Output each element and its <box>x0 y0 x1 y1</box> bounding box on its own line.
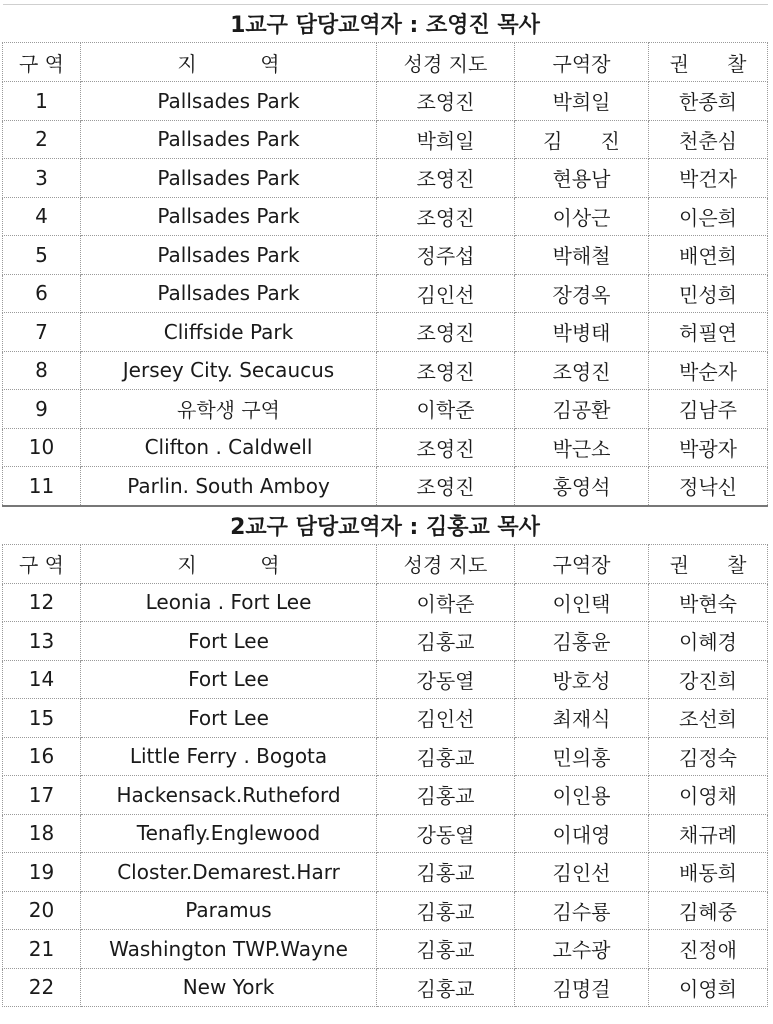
cell-district: 7 <box>3 313 81 352</box>
cell-district-leader: 홍영석 <box>515 467 649 506</box>
cell-district: 22 <box>3 968 81 1007</box>
cell-region: Fort Lee <box>81 699 377 738</box>
cell-exhorter: 김혜중 <box>649 891 768 930</box>
cell-region: Pallsades Park <box>81 159 377 198</box>
header-exhorter: 권 찰 <box>649 544 768 583</box>
cell-bible-study: 김인선 <box>377 699 515 738</box>
table-row <box>3 853 768 892</box>
cell-region: Fort Lee <box>81 660 377 699</box>
cell-bible-study: 김홍교 <box>377 968 515 1007</box>
cell-bible-study: 김홍교 <box>377 853 515 892</box>
cell-bible-study: 박희일 <box>377 120 515 159</box>
cell-exhorter: 박광자 <box>649 428 768 467</box>
table-row <box>3 351 768 390</box>
cell-district: 5 <box>3 236 81 275</box>
cell-bible-study: 이학준 <box>377 583 515 622</box>
cell-exhorter: 채규례 <box>649 814 768 853</box>
cell-region: Pallsades Park <box>81 274 377 313</box>
cell-district-leader: 김공환 <box>515 390 649 429</box>
cell-bible-study: 강동열 <box>377 660 515 699</box>
cell-region: Tenafly.Englewood <box>81 814 377 853</box>
table-row <box>3 313 768 352</box>
cell-district-leader: 고수광 <box>515 930 649 969</box>
cell-bible-study: 김홍교 <box>377 622 515 661</box>
cell-region: Pallsades Park <box>81 197 377 236</box>
cell-district: 4 <box>3 197 81 236</box>
table-row <box>3 467 768 506</box>
cell-region: Pallsades Park <box>81 236 377 275</box>
cell-bible-study: 김홍교 <box>377 930 515 969</box>
cell-bible-study: 조영진 <box>377 313 515 352</box>
cell-exhorter: 박건자 <box>649 159 768 198</box>
cell-exhorter: 이혜경 <box>649 622 768 661</box>
cell-bible-study: 김홍교 <box>377 737 515 776</box>
header-district-leader: 구역장 <box>515 43 649 82</box>
cell-district-leader: 김홍윤 <box>515 622 649 661</box>
section-title-row <box>3 506 768 545</box>
cell-region: Clifton . Caldwell <box>81 428 377 467</box>
cell-region: Cliffside Park <box>81 313 377 352</box>
cell-district-leader: 박병태 <box>515 313 649 352</box>
cell-exhorter: 허필연 <box>649 313 768 352</box>
cell-exhorter: 김남주 <box>649 390 768 429</box>
table-row <box>3 776 768 815</box>
cell-exhorter: 김정숙 <box>649 737 768 776</box>
cell-district-leader: 이인용 <box>515 776 649 815</box>
cell-district: 1 <box>3 82 81 121</box>
column-header-row <box>3 43 768 82</box>
cell-exhorter: 조선희 <box>649 699 768 738</box>
table-row <box>3 120 768 159</box>
cell-district: 20 <box>3 891 81 930</box>
cell-district-leader: 이대영 <box>515 814 649 853</box>
table-row <box>3 930 768 969</box>
cell-district-leader: 방호성 <box>515 660 649 699</box>
cell-exhorter: 한종희 <box>649 82 768 121</box>
table-row <box>3 699 768 738</box>
section-title-row <box>3 5 768 43</box>
cell-district-leader: 김수룡 <box>515 891 649 930</box>
header-bible-study: 성경 지도 <box>377 544 515 583</box>
header-bible-study: 성경 지도 <box>377 43 515 82</box>
cell-district-leader: 박해철 <box>515 236 649 275</box>
cell-bible-study: 조영진 <box>377 82 515 121</box>
cell-region: Jersey City. Secaucus <box>81 351 377 390</box>
cell-district: 15 <box>3 699 81 738</box>
table-row <box>3 274 768 313</box>
roster-body <box>3 5 768 1007</box>
header-district-leader: 구역장 <box>515 544 649 583</box>
cell-district: 12 <box>3 583 81 622</box>
table-row <box>3 428 768 467</box>
cell-district: 13 <box>3 622 81 661</box>
cell-district-leader: 박근소 <box>515 428 649 467</box>
cell-district-leader: 조영진 <box>515 351 649 390</box>
cell-district: 14 <box>3 660 81 699</box>
cell-bible-study: 김인선 <box>377 274 515 313</box>
table-row <box>3 737 768 776</box>
cell-region: New York <box>81 968 377 1007</box>
cell-district: 6 <box>3 274 81 313</box>
cell-district-leader: 박희일 <box>515 82 649 121</box>
cell-district: 2 <box>3 120 81 159</box>
table-row <box>3 660 768 699</box>
cell-region: Washington TWP.Wayne <box>81 930 377 969</box>
table-row <box>3 159 768 198</box>
cell-district: 19 <box>3 853 81 892</box>
cell-bible-study: 김홍교 <box>377 891 515 930</box>
cell-bible-study: 이학준 <box>377 390 515 429</box>
cell-region: Parlin. South Amboy <box>81 467 377 506</box>
cell-district: 21 <box>3 930 81 969</box>
cell-region: Hackensack.Rutheford <box>81 776 377 815</box>
cell-bible-study: 강동열 <box>377 814 515 853</box>
cell-exhorter: 강진희 <box>649 660 768 699</box>
table-row <box>3 891 768 930</box>
table-row <box>3 390 768 429</box>
cell-bible-study: 조영진 <box>377 159 515 198</box>
header-exhorter: 권 찰 <box>649 43 768 82</box>
cell-district: 11 <box>3 467 81 506</box>
column-header-row <box>3 544 768 583</box>
header-region: 지 역 <box>81 544 377 583</box>
section-title: 2교구 담당교역자 : 김홍교 목사 <box>3 506 768 545</box>
cell-district-leader: 김 진 <box>515 120 649 159</box>
cell-region: Fort Lee <box>81 622 377 661</box>
cell-district: 8 <box>3 351 81 390</box>
cell-exhorter: 진정애 <box>649 930 768 969</box>
cell-district-leader: 현용남 <box>515 159 649 198</box>
cell-exhorter: 정낙신 <box>649 467 768 506</box>
cell-bible-study: 조영진 <box>377 351 515 390</box>
cell-exhorter: 배연희 <box>649 236 768 275</box>
cell-district: 3 <box>3 159 81 198</box>
table-row <box>3 236 768 275</box>
header-district: 구 역 <box>3 43 81 82</box>
cell-exhorter: 이은희 <box>649 197 768 236</box>
cell-district: 16 <box>3 737 81 776</box>
table-row <box>3 197 768 236</box>
district-roster-table <box>2 4 768 1007</box>
cell-bible-study: 김홍교 <box>377 776 515 815</box>
cell-bible-study: 조영진 <box>377 428 515 467</box>
cell-district: 17 <box>3 776 81 815</box>
cell-exhorter: 이영희 <box>649 968 768 1007</box>
table-row <box>3 622 768 661</box>
cell-region: Pallsades Park <box>81 120 377 159</box>
cell-district-leader: 최재식 <box>515 699 649 738</box>
cell-exhorter: 박현숙 <box>649 583 768 622</box>
cell-exhorter: 배동희 <box>649 853 768 892</box>
cell-district: 18 <box>3 814 81 853</box>
cell-region: Leonia . Fort Lee <box>81 583 377 622</box>
cell-district-leader: 이인택 <box>515 583 649 622</box>
cell-exhorter: 천춘심 <box>649 120 768 159</box>
header-region: 지 역 <box>81 43 377 82</box>
cell-region: Paramus <box>81 891 377 930</box>
cell-region: Closter.Demarest.Harr <box>81 853 377 892</box>
table-row <box>3 583 768 622</box>
cell-region: 유학생 구역 <box>81 390 377 429</box>
cell-exhorter: 박순자 <box>649 351 768 390</box>
cell-district: 10 <box>3 428 81 467</box>
cell-exhorter: 이영채 <box>649 776 768 815</box>
cell-bible-study: 정주섭 <box>377 236 515 275</box>
cell-region: Little Ferry . Bogota <box>81 737 377 776</box>
cell-district-leader: 김명걸 <box>515 968 649 1007</box>
cell-bible-study: 조영진 <box>377 467 515 506</box>
section-title: 1교구 담당교역자 : 조영진 목사 <box>3 5 768 43</box>
cell-district-leader: 민의홍 <box>515 737 649 776</box>
table-row <box>3 968 768 1007</box>
table-row <box>3 82 768 121</box>
cell-district-leader: 김인선 <box>515 853 649 892</box>
cell-region: Pallsades Park <box>81 82 377 121</box>
cell-exhorter: 민성희 <box>649 274 768 313</box>
header-district: 구 역 <box>3 544 81 583</box>
cell-district-leader: 장경옥 <box>515 274 649 313</box>
cell-bible-study: 조영진 <box>377 197 515 236</box>
cell-district: 9 <box>3 390 81 429</box>
table-row <box>3 814 768 853</box>
cell-district-leader: 이상근 <box>515 197 649 236</box>
